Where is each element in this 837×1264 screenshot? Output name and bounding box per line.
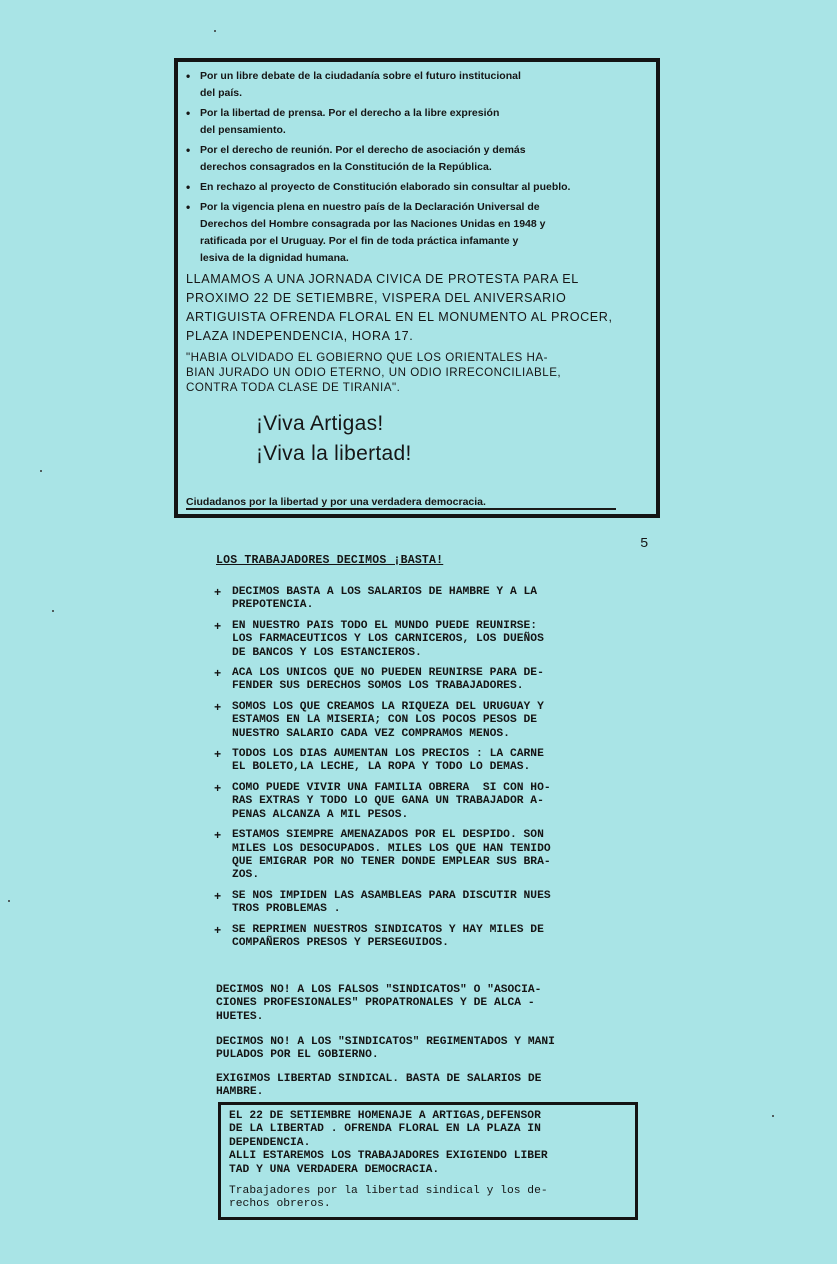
- workers-item: [214, 890, 644, 917]
- workers-item: [214, 586, 644, 613]
- paragraph-no-regimented-unions: DECIMOS NO! A LOS "SINDICATOS" REGIMENTADOS Y MANI PULADOS POR EL GOBIERNO.: [216, 1036, 555, 1062]
- workers-item: [214, 701, 644, 741]
- speck: [772, 1115, 774, 1117]
- workers-item: [214, 924, 644, 951]
- workers-item: [214, 748, 644, 775]
- call-line: ARTIGUISTA OFRENDA FLORAL EN EL MONUMENTO AL PROCER,: [186, 310, 613, 324]
- workers-item-text: SE REPRIMEN NUESTROS SINDICATOS Y HAY MILES DE COMPAÑEROS PRESOS Y PERSEGUIDOS.: [232, 923, 544, 949]
- plus-bullet-icon: +: [214, 829, 222, 844]
- demand-line: del país.: [200, 87, 243, 99]
- workers-item-text: COMO PUEDE VIVIR UNA FAMILIA OBRERA SI CON HO- RAS EXTRAS Y TODO LO QUE GANA UN TRABAJADOR A- PENAS ALCANZA A MIL PESOS.: [232, 781, 551, 821]
- demand-line: lesiva de la dignidad humana.: [200, 252, 349, 264]
- call-line: LLAMAMOS A UNA JORNADA CIVICA DE PROTESTA PARA EL: [186, 272, 579, 286]
- quote-line: CONTRA TODA CLASE DE TIRANIA".: [186, 381, 401, 394]
- artigas-quote: [186, 350, 650, 395]
- workers-item-text: ACA LOS UNICOS QUE NO PUEDEN REUNIRSE PARA DE- FENDER SUS DERECHOS SOMOS LOS TRABAJADORES.: [232, 667, 544, 693]
- demands-list: [186, 68, 650, 267]
- demand-line: Por la libertad de prensa. Por el derecho a la libre expresión: [200, 107, 500, 119]
- plus-bullet-icon: +: [214, 889, 222, 904]
- plus-bullet-icon: +: [214, 781, 222, 796]
- demand-item: [186, 179, 650, 196]
- paragraph-no-false-unions: DECIMOS NO! A LOS FALSOS "SINDICATOS" O "ASOCIA- CIONES PROFESIONALES" PROPATRONALES Y DE ALCA - HUETES.: [216, 984, 542, 1023]
- call-line: PROXIMO 22 DE SETIEMBRE, VISPERA DEL ANIVERSARIO: [186, 291, 567, 305]
- demand-item: [186, 68, 650, 102]
- call-to-protest: [186, 270, 650, 346]
- plus-bullet-icon: +: [214, 667, 222, 682]
- plus-bullet-icon: +: [214, 923, 222, 938]
- demand-line: Derechos del Hombre consagrada por las Naciones Unidas en 1948 y: [200, 218, 546, 230]
- workers-item: [214, 620, 644, 660]
- demand-item: [186, 142, 650, 176]
- demand-line: del pensamiento.: [200, 124, 286, 136]
- workers-item: [214, 782, 644, 822]
- workers-item-text: TODOS LOS DIAS AUMENTAN LOS PRECIOS : LA CARNE EL BOLETO,LA LECHE, LA ROPA Y TODO LO DEMAS.: [232, 748, 544, 774]
- bullet-icon: •: [186, 180, 191, 194]
- box-demand-text: ALLI ESTAREMOS LOS TRABAJADORES EXIGIENDO LIBER TAD Y UNA VERDADERA DEMOCRACIA.: [229, 1150, 548, 1176]
- bullet-icon: •: [186, 200, 191, 214]
- slogan-viva-libertad: ¡Viva la libertad!: [256, 442, 412, 465]
- workers-signature: Trabajadores por la libertad sindical y los de- rechos obreros.: [229, 1185, 548, 1211]
- plus-bullet-icon: +: [214, 700, 222, 715]
- slogan-viva-artigas: ¡Viva Artigas!: [256, 412, 384, 435]
- speck: [52, 610, 54, 612]
- workers-list: [214, 586, 644, 957]
- flyer-box-top: [174, 58, 660, 518]
- workers-item-text: SE NOS IMPIDEN LAS ASAMBLEAS PARA DISCUTIR NUES TROS PROBLEMAS .: [232, 889, 551, 916]
- demand-line: Por el derecho de reunión. Por el derecho de asociación y demás: [200, 144, 526, 156]
- bullet-icon: •: [186, 69, 191, 83]
- speck: [40, 470, 42, 472]
- bullet-icon: •: [186, 143, 191, 157]
- workers-item: [214, 829, 644, 883]
- speck: [214, 30, 216, 32]
- paragraph-union-freedom: EXIGIMOS LIBERTAD SINDICAL. BASTA DE SALARIOS DE HAMBRE.: [216, 1073, 542, 1099]
- signature-underline: [186, 508, 616, 510]
- page-number: 5: [640, 536, 649, 552]
- slogans: [256, 409, 650, 469]
- box-homage-text: EL 22 DE SETIEMBRE HOMENAJE A ARTIGAS,DEFENSOR DE LA LIBERTAD . OFRENDA FLORAL EN LA PLAZA IN DEPENDENCIA.: [229, 1110, 541, 1149]
- quote-line: "HABIA OLVIDADO EL GOBIERNO QUE LOS ORIENTALES HA-: [186, 351, 548, 364]
- workers-title: LOS TRABAJADORES DECIMOS ¡BASTA!: [216, 554, 444, 567]
- demand-line: derechos consagrados en la Constitución de la República.: [200, 161, 492, 173]
- demand-item: [186, 199, 650, 267]
- workers-item-text: SOMOS LOS QUE CREAMOS LA RIQUEZA DEL URUGUAY Y ESTAMOS EN LA MISERIA; CON LOS POCOS PESOS DE NUESTRO SALARIO CADA VEZ COMPRAMOS MENOS.: [232, 700, 544, 740]
- workers-item-text: DECIMOS BASTA A LOS SALARIOS DE HAMBRE Y A LA PREPOTENCIA.: [232, 586, 538, 612]
- plus-bullet-icon: +: [214, 586, 222, 600]
- demand-line: Por la vigencia plena en nuestro país de la Declaración Universal de: [200, 201, 540, 213]
- flyer-signature: Ciudadanos por la libertad y por una verdadera democracia.: [186, 496, 486, 508]
- speck: [8, 900, 10, 902]
- bullet-icon: •: [186, 106, 191, 120]
- demand-item: [186, 105, 650, 139]
- workers-item-text: EN NUESTRO PAIS TODO EL MUNDO PUEDE REUNIRSE: LOS FARMACEUTICOS Y LOS CARNICEROS, LOS DUEÑOS DE BANCOS Y LOS ESTANCIEROS.: [232, 619, 544, 659]
- plus-bullet-icon: +: [214, 748, 222, 763]
- flyer-box-bottom: [218, 1102, 638, 1220]
- quote-line: BIAN JURADO UN ODIO ETERNO, UN ODIO IRRECONCILIABLE,: [186, 366, 562, 379]
- demand-line: En rechazo al proyecto de Constitución elaborado sin consultar al pueblo.: [200, 181, 571, 193]
- plus-bullet-icon: +: [214, 619, 222, 634]
- demand-line: ratificada por el Uruguay. Por el fin de toda práctica infamante y: [200, 235, 519, 247]
- call-line: PLAZA INDEPENDENCIA, HORA 17.: [186, 329, 414, 343]
- workers-item: [214, 667, 644, 694]
- workers-item-text: ESTAMOS SIEMPRE AMENAZADOS POR EL DESPIDO. SON MILES LOS DESOCUPADOS. MILES LOS QUE HAN TENIDO QUE EMIGRAR POR NO TENER DONDE EMPLEAR SUS BRA- ZOS.: [232, 829, 551, 882]
- demand-line: Por un libre debate de la ciudadanía sobre el futuro institucional: [200, 70, 521, 82]
